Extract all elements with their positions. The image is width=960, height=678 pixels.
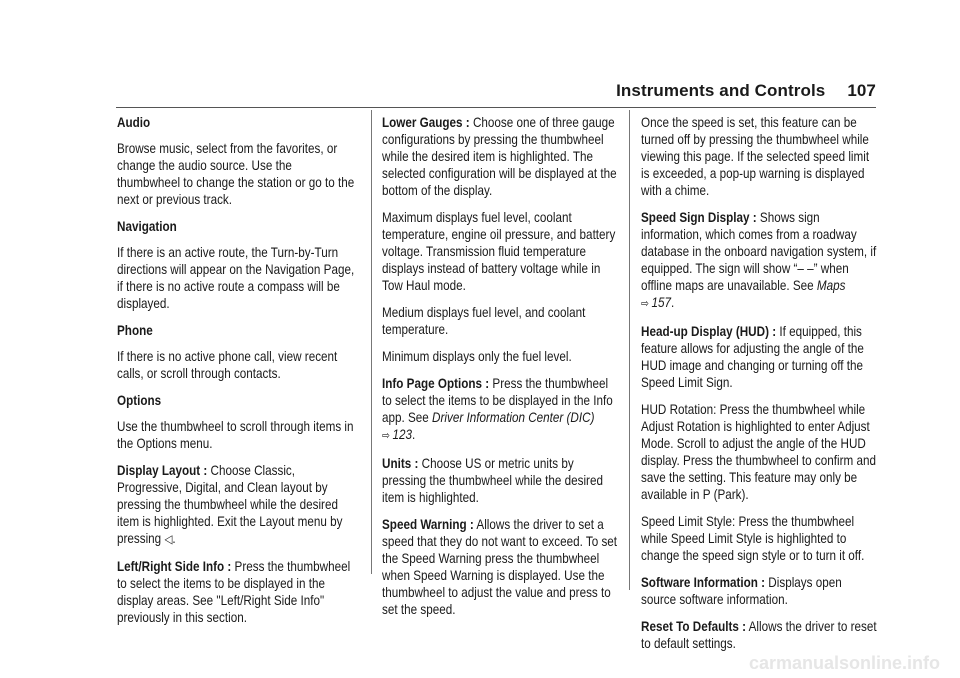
units-text: Choose US or metric units by pressing the thumbwheel while the desired item is highlighted. [382, 456, 603, 505]
info-page-text: Press the thumbwheel to select the items to be displayed in the Info app. See [382, 376, 613, 425]
column-divider-2 [629, 110, 630, 590]
info-page-entry: Info Page Options : Press the thumbwheel to select the items to be displayed in the Info app. See Driver Information Center (DIC) ⇨ 123. [382, 376, 613, 442]
speed-warning-entry [382, 516, 619, 618]
lower-gauges-entry [382, 114, 619, 199]
reset-defaults-term: Reset To Defaults : [641, 619, 747, 634]
speed-warning-text: Allows the driver to set a speed that they do not want to exceed. To set the Speed Warning press the thumbwheel when Speed Warning is displayed. Use the thumbwheel to adjust the value and press to set the speed. [382, 517, 618, 617]
options-text: Use the thumbwheel to scroll through items in the Options menu. [117, 419, 354, 451]
software-info-entry [641, 574, 878, 608]
navigation-text: If there is an active route, the Turn-by-Turn directions will appear on the Navigation Page, if there is no active route a compass will be displayed. [117, 245, 355, 311]
page-ref-icon: ⇨ [641, 298, 649, 310]
side-info-term: Left/Right Side Info : [117, 559, 232, 574]
minimum-text: Minimum displays only the fuel level. [382, 349, 572, 364]
column-3 [641, 114, 878, 662]
audio-text: Browse music, select from the favorites, or change the audio source. Use the thumbwheel to change the station or go to the next or previous track. [117, 141, 355, 207]
speed-limit-style-text: Speed Limit Style: Press the thumbwheel while Speed Limit Style is highlighted to change the speed sign style or to turn it off. [641, 514, 865, 563]
speed-warning-term: Speed Warning : [382, 517, 474, 532]
display-layout-term: Display Layout : [117, 463, 208, 478]
page-number: 107 [847, 81, 876, 100]
watermark-text: carmanualsonline.info [748, 652, 940, 673]
software-info-text: Displays open source software information. [641, 575, 842, 607]
hud-term: Head-up Display (HUD) : [641, 324, 777, 339]
header-rule [116, 107, 876, 108]
options-heading: Options [117, 393, 162, 408]
side-info-entry [117, 558, 354, 626]
medium-text: Medium displays fuel level, and coolant temperature. [382, 305, 586, 337]
column-2 [382, 114, 619, 628]
units-entry [382, 455, 619, 506]
side-info-text: Press the thumbwheel to select the items to be displayed in the display areas. See "Left/Right Side Info" previously in this section. [117, 559, 351, 625]
info-page-term: Info Page Options : [382, 376, 490, 391]
maps-link[interactable]: Maps [816, 278, 846, 293]
units-term: Units : [382, 456, 419, 471]
back-triangle-icon: ◁ [164, 532, 173, 546]
speed-sign-text: Shows sign information, which comes from a roadway database in the onboard navigation system, if equipped. The sign will show “– –” when offline maps are unavailable. See [641, 210, 877, 293]
page-ref-icon: ⇨ [382, 430, 390, 442]
navigation-heading: Navigation [117, 219, 177, 234]
software-info-term: Software Information : [641, 575, 766, 590]
dic-link[interactable]: Driver Information Center (DIC) [432, 410, 595, 425]
lower-gauges-term: Lower Gauges : [382, 115, 470, 130]
speed-set-text: Once the speed is set, this feature can be turned off by pressing the thumbwheel while viewing this page. If the selected speed limit is exceeded, a pop-up warning is displayed with a chime. [641, 115, 870, 198]
reset-defaults-entry [641, 618, 878, 652]
maximum-text: Maximum displays fuel level, coolant temperature, engine oil pressure, and battery voltage. Transmission fluid temperature displays instead of battery voltage while in Tow Haul mode. [382, 210, 616, 293]
display-layout-text: Choose Classic, Progressive, Digital, and Clean layout by pressing the thumbwheel while the desired item is highlighted. Exit the Layout menu by pressing [117, 463, 343, 546]
dic-page-link[interactable]: 123 [392, 427, 413, 442]
hud-text: If equipped, this feature allows for adjusting the angle of the HUD image and changing or turning off the Speed Limit Sign. [641, 324, 864, 390]
reset-defaults-text: Allows the driver to reset to default settings. [641, 619, 877, 651]
phone-text: If there is no active phone call, view recent calls, or scroll through contacts. [117, 349, 338, 381]
column-1 [117, 114, 354, 636]
section-title: Instruments and Controls [616, 81, 826, 100]
speed-sign-entry: Speed Sign Display : Shows sign information, which comes from a roadway database in the onboard navigation system, if equipped. The sign will show “– –” when offline maps are unavailable. See Maps ⇨ 157. [641, 210, 877, 310]
watermark-footer [0, 648, 960, 678]
column-divider-1 [371, 110, 372, 574]
page-header [616, 81, 876, 101]
audio-heading: Audio [117, 115, 151, 130]
display-layout-entry: Display Layout : Choose Classic, Progressive, Digital, and Clean layout by pressing the thumbwheel while the desired item is highlighted. Exit the Layout menu by pressing ◁. [117, 463, 343, 546]
maps-page-link[interactable]: 157 [651, 295, 672, 310]
hud-rotation-text: HUD Rotation: Press the thumbwheel while Adjust Rotation is highlighted to enter Adjust Mode. Scroll to adjust the angle of the HUD display. Press the thumbwheel to confirm and save the setting. This feature may only be available in P (Park). [641, 402, 877, 502]
hud-entry [641, 323, 878, 391]
speed-sign-term: Speed Sign Display : [641, 210, 757, 225]
phone-heading: Phone [117, 323, 153, 338]
lower-gauges-text: Choose one of three gauge configurations by pressing the thumbwheel while the desired item is highlighted. The selected configuration will be displayed at the bottom of the display. [382, 115, 617, 198]
